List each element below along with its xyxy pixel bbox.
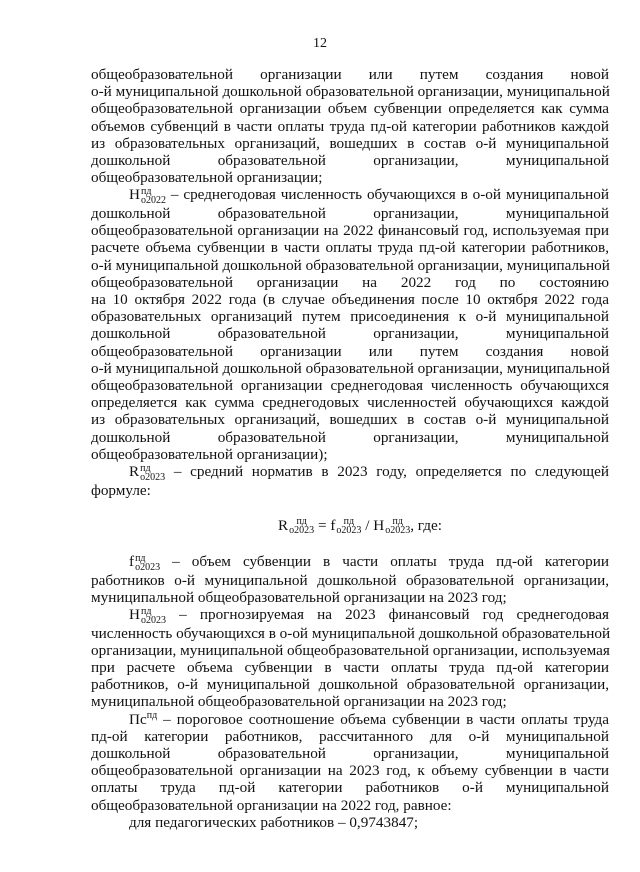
text-line: организации, муниципальной общеобразовательной организации, используемая	[91, 641, 610, 659]
text-line: общеобразовательной организации или путем создания новой	[91, 66, 609, 83]
text-line: общеобразовательной организации или путем создания новой	[91, 342, 609, 360]
page-number: 12	[313, 36, 327, 51]
formula-f: f пд о2023	[330, 516, 362, 537]
text-line: о-й муниципальной дошкольной образовательной организации, муниципальной	[91, 83, 610, 101]
definition-r2023: R пд о2023 – средний норматив в 2023 году, определяется по следующей	[129, 462, 609, 483]
text-line: о-й муниципальной дошкольной образовательной организации, муниципальной	[91, 256, 610, 274]
symbol-r2023: R пд о2023	[129, 462, 166, 483]
text-line: работников о-й муниципальной дошкольной образовательной организации,	[91, 571, 609, 589]
text-line: о-й муниципальной дошкольной образовательной организации, муниципальной	[91, 359, 610, 377]
text-line: из образовательных организаций, вошедших в состав о-й муниципальной	[91, 411, 609, 429]
definition-h2022: Н пд о2022 – среднегодовая численность обучающихся в о-ой муниципальной	[129, 185, 609, 206]
symbol-h2022: Н пд о2022	[129, 185, 166, 206]
definition-ps: $Пс^{пд}$ – пороговое соотношение объема субвенции в части оплаты труда	[129, 709, 609, 728]
text-line: муниципальной общеобразовательной организации на 2023 год;	[91, 588, 507, 606]
text-line: общеобразовательной организации на 2022 год, равное:	[91, 796, 452, 814]
text-line: общеобразовательной организации на 2022 финансовый год, используемая при	[91, 222, 609, 240]
formula-h: Н пд о2023	[373, 516, 411, 537]
formula	[91, 517, 609, 536]
formula-tail: , где:	[410, 516, 442, 534]
formula-r: R пд о2023	[278, 516, 315, 537]
text-line: для педагогических работников – 0,9743847;	[129, 813, 419, 831]
text-line: дошкольной образовательной организации, муниципальной	[91, 204, 609, 222]
text-line: при расчете объема субвенции в части оплаты труда пд-ой категории	[91, 659, 609, 677]
definition-h2023: Н пд о2023 – прогнозируемая на 2023 финансовый год среднегодовая	[129, 605, 609, 626]
text-line: работников, о-й муниципальной дошкольной образовательной организации,	[91, 676, 609, 694]
text-line: на 10 октября 2022 года (в случае объединения после 10 октября 2022 года	[91, 290, 609, 308]
text-line: общеобразовательной организации на 2023 год, к объему субвенции в части	[91, 762, 609, 780]
text-line: формуле:	[91, 481, 151, 499]
text-line: оплаты труда пд-ой категории работников о-й муниципальной	[91, 779, 609, 797]
text-line: численность обучающихся в о-ой муниципальной дошкольной образовательной	[91, 624, 611, 642]
text-line: общеобразовательной организации на 2022 год по состоянию	[91, 273, 609, 291]
formula-equals: =	[314, 516, 331, 534]
document-body	[91, 66, 609, 831]
text-line: пд-ой категории работников, рассчитанного для о-й муниципальной	[91, 727, 609, 745]
text-line: муниципальной общеобразовательной организации на 2023 год;	[91, 693, 507, 711]
symbol-f2023: f пд о2023	[129, 552, 161, 573]
text-line: образовательных организаций путем присоединения к о-й муниципальной	[91, 308, 609, 326]
formula-divide: /	[361, 516, 374, 534]
text-line: общеобразовательной организации объем субвенции определяется как сумма	[91, 100, 609, 118]
text-line: общеобразовательной организации среднегодовая численность обучающихся	[91, 376, 609, 394]
text-line: расчете объема субвенции в части оплаты труда пд-ой категории работников,	[91, 239, 609, 257]
text-line: дошкольной образовательной организации, муниципальной	[91, 745, 609, 763]
symbol-h2023: Н пд о2023	[129, 605, 166, 626]
text-line: дошкольной образовательной организации, муниципальной	[91, 428, 609, 446]
definition-f2023: f пд о2023 – объем субвенции в части оплаты труда пд-ой категории	[129, 552, 609, 573]
text-line: общеобразовательной организации;	[91, 169, 323, 187]
text-line: из образовательных организаций, вошедших в состав о-й муниципальной	[91, 134, 609, 152]
text-line: объемов субвенций в части оплаты труда пд-ой категории работников каждой	[91, 117, 609, 135]
text-line: дошкольной образовательной организации, муниципальной	[91, 152, 609, 170]
symbol-ps: $Пс^{пд}$	[129, 709, 158, 728]
text-line: общеобразовательной организации);	[91, 445, 328, 463]
text-line: дошкольной образовательной организации, муниципальной	[91, 325, 609, 343]
text-line: определяется как сумма среднегодовых численностей обучающихся каждой	[91, 394, 609, 412]
